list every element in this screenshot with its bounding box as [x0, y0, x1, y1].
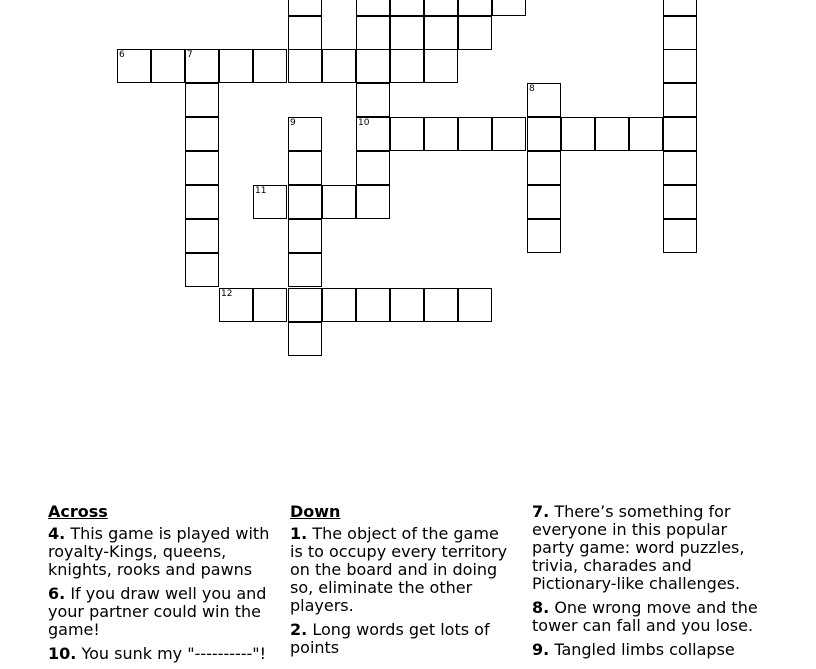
grid-cell[interactable] — [253, 49, 287, 83]
clue-number-label: 7 — [187, 50, 193, 60]
grid-cell[interactable] — [322, 288, 356, 322]
grid-cell[interactable] — [663, 49, 697, 83]
grid-cell[interactable] — [356, 185, 390, 219]
clue-text: You sunk my "----------"! — [81, 644, 267, 663]
grid-cell[interactable] — [527, 219, 561, 253]
grid-cell[interactable] — [185, 219, 219, 253]
clue-number-label: 12 — [221, 289, 233, 299]
grid-cell[interactable] — [390, 16, 424, 50]
clue-number: 1. — [290, 524, 308, 543]
grid-cell[interactable] — [458, 16, 492, 50]
grid-cell[interactable] — [663, 151, 697, 185]
grid-cell[interactable] — [253, 288, 287, 322]
grid-cell[interactable] — [390, 0, 424, 16]
clue-down-9 — [532, 641, 760, 659]
clue-down-1 — [290, 525, 512, 615]
clue-down-7 — [532, 503, 760, 593]
clue-across-6 — [48, 585, 276, 639]
grid-cell[interactable] — [663, 83, 697, 117]
grid-cell[interactable] — [492, 0, 526, 16]
grid-cell[interactable] — [185, 83, 219, 117]
grid-cell[interactable] — [663, 16, 697, 50]
grid-cell[interactable] — [356, 151, 390, 185]
clue-text: This game is played with royalty-Kings, queens, knights, rooks and pawns — [48, 524, 270, 579]
grid-cell[interactable] — [663, 117, 697, 151]
grid-cell[interactable] — [219, 288, 253, 322]
grid-cell[interactable] — [253, 185, 287, 219]
grid-cell[interactable] — [288, 0, 322, 16]
clue-number: 7. — [532, 502, 550, 521]
grid-cell[interactable] — [663, 0, 697, 16]
grid-cell[interactable] — [219, 49, 253, 83]
clue-number-label: 9 — [290, 118, 296, 128]
clue-number-label: 8 — [529, 84, 535, 94]
clue-text: If you draw well you and your partner could win the game! — [48, 584, 267, 639]
grid-cell[interactable] — [527, 185, 561, 219]
grid-cell[interactable] — [288, 253, 322, 287]
clue-number: 4. — [48, 524, 66, 543]
clue-number-label: 10 — [358, 118, 370, 128]
grid-cell[interactable] — [151, 49, 185, 83]
grid-cell[interactable] — [356, 49, 390, 83]
down-clues — [290, 503, 512, 663]
clue-number: 10. — [48, 644, 77, 663]
clue-text: One wrong move and the tower can fall and you lose. — [532, 598, 758, 635]
grid-cell[interactable] — [185, 253, 219, 287]
grid-cell[interactable] — [322, 49, 356, 83]
clue-down-8 — [532, 599, 760, 635]
grid-cell[interactable] — [288, 117, 322, 151]
grid-cell[interactable] — [458, 0, 492, 16]
grid-cell[interactable] — [424, 288, 458, 322]
grid-cell[interactable] — [663, 219, 697, 253]
grid-cell[interactable] — [390, 288, 424, 322]
grid-cell[interactable] — [322, 185, 356, 219]
grid-cell[interactable] — [458, 288, 492, 322]
grid-cell[interactable] — [561, 117, 595, 151]
down-clues-continued — [532, 503, 760, 665]
clue-number-label: 6 — [119, 50, 125, 60]
grid-cell[interactable] — [185, 185, 219, 219]
grid-cell[interactable] — [288, 16, 322, 50]
grid-cell[interactable] — [356, 83, 390, 117]
clue-text: There’s something for everyone in this popular party game: word puzzles, trivia, charades and Pictionary-like challenges. — [532, 502, 745, 593]
across-clues — [48, 503, 276, 669]
grid-cell[interactable] — [117, 49, 151, 83]
grid-cell[interactable] — [492, 117, 526, 151]
grid-cell[interactable] — [629, 117, 663, 151]
clue-text: Tangled limbs collapse — [554, 640, 735, 659]
clue-text: The object of the game is to occupy every territory on the board and in doing so, eliminate the other players. — [290, 524, 508, 615]
clue-across-4 — [48, 525, 276, 579]
grid-cell[interactable] — [424, 117, 458, 151]
grid-cell[interactable] — [390, 49, 424, 83]
grid-cell[interactable] — [356, 16, 390, 50]
grid-cell[interactable] — [185, 151, 219, 185]
clue-number-label: 11 — [255, 186, 267, 196]
grid-cell[interactable] — [356, 0, 390, 16]
grid-cell[interactable] — [458, 117, 492, 151]
grid-cell[interactable] — [356, 117, 390, 151]
down-header: Down — [290, 502, 341, 521]
grid-cell[interactable] — [527, 151, 561, 185]
clue-number: 9. — [532, 640, 550, 659]
clue-across-10 — [48, 645, 276, 663]
grid-cell[interactable] — [424, 0, 458, 16]
grid-cell[interactable] — [185, 117, 219, 151]
grid-cell[interactable] — [595, 117, 629, 151]
grid-cell[interactable] — [424, 49, 458, 83]
clue-number: 2. — [290, 620, 308, 639]
clue-number: 8. — [532, 598, 550, 617]
across-header: Across — [48, 502, 108, 521]
grid-cell[interactable] — [356, 288, 390, 322]
clue-text: Long words get lots of points — [290, 620, 490, 657]
grid-cell[interactable] — [390, 117, 424, 151]
grid-cell[interactable] — [527, 117, 561, 151]
clue-number: 6. — [48, 584, 66, 603]
grid-cell[interactable] — [424, 16, 458, 50]
grid-cell[interactable] — [288, 49, 322, 83]
clue-down-2 — [290, 621, 512, 657]
grid-cell[interactable] — [288, 219, 322, 253]
grid-cell[interactable] — [185, 49, 219, 83]
grid-cell[interactable] — [527, 83, 561, 117]
grid-cell[interactable] — [288, 288, 322, 322]
grid-cell[interactable] — [288, 185, 322, 219]
grid-cell[interactable] — [288, 322, 322, 356]
grid-cell[interactable] — [663, 185, 697, 219]
grid-cell[interactable] — [288, 151, 322, 185]
